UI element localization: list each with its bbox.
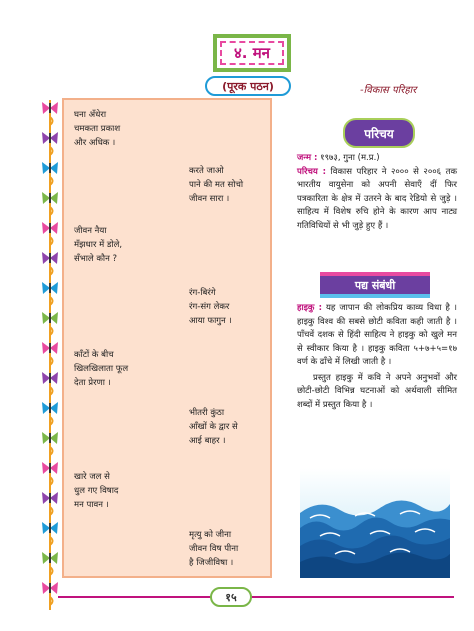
butterfly-icon xyxy=(42,222,58,234)
lesson-subtitle: (पूरक पठन) xyxy=(205,76,291,96)
butterfly-icon xyxy=(42,492,58,504)
poem-stanza xyxy=(74,108,120,150)
butterfly-icon xyxy=(42,162,58,174)
butterfly-icon xyxy=(42,552,58,564)
poem-panel xyxy=(62,98,272,578)
poem-line: मँझधार में डोले, xyxy=(74,240,123,250)
poem-stanza xyxy=(74,348,128,390)
poem-line: रंग-बिरंगे xyxy=(189,288,216,298)
butterfly-icon xyxy=(42,372,58,384)
poem-line: आया फागुन । xyxy=(189,316,232,326)
poem-line: जीवन सारा । xyxy=(189,194,230,204)
poem-stanza xyxy=(189,528,238,570)
parichay-heading: परिचय xyxy=(364,126,394,141)
poem-line: धुल गए विषाद xyxy=(74,486,119,496)
page-number: १५ xyxy=(210,587,252,607)
butterfly-icon xyxy=(42,522,58,534)
poem-stanza xyxy=(74,224,122,266)
butterfly-icon xyxy=(42,102,58,114)
poem-stanza xyxy=(189,164,243,206)
intro-text: विकास परिहार ने २००० से २००६ तक भारतीय वायुसेना को अपनी सेवाएँ दीं फिर पत्रकारिता के क्षेत्र में उतरने के बाद रेडियो से जुड़े । साहित्य में विशेष रुचि होने के कारण आप नाट्य गतिविधियों से भी जुड़े हुए हैं । xyxy=(297,166,457,231)
poem-line: जीवन नैया xyxy=(74,226,107,236)
title-frame xyxy=(213,34,291,72)
poem-line: जीवन विष पीना xyxy=(189,544,239,554)
butterfly-icon xyxy=(42,432,58,444)
butterfly-icon xyxy=(42,252,58,264)
poem-stanza xyxy=(189,286,232,328)
poem-line: सँभाले कौन ? xyxy=(74,254,118,264)
poem-line: करते जाओ xyxy=(189,166,224,176)
intro-label: परिचय : xyxy=(297,166,327,177)
haiku-text: यह जापान की लोकप्रिय काव्य विधा है । हाइकु विश्व की सबसे छोटी कविता कही जाती है । पाँचवें दशक से हिंदी साहित्य ने हाइकु को खुले मन से स्वीकार किया है । हाइकु कविता ५+७+५=१७ वर्ण के ढाँचे में लिखी जाती है । xyxy=(297,303,458,367)
footer-rule xyxy=(58,596,454,598)
butterfly-icon xyxy=(42,462,58,474)
poem-line: और अधिक । xyxy=(74,138,116,148)
butterfly-icon xyxy=(42,132,58,144)
padya-badge xyxy=(320,272,430,298)
padya-heading: पद्य संबंधी xyxy=(354,278,396,292)
birth-label: जन्म : xyxy=(297,153,318,163)
poem-line: पाने की मत सोचो xyxy=(189,180,244,190)
poem-line: घना अँधेरा xyxy=(74,110,107,120)
poem-line: खारे जल से xyxy=(74,472,110,482)
butterfly-icon xyxy=(42,342,58,354)
butterfly-icon xyxy=(42,402,58,414)
butterfly-icon xyxy=(42,582,58,594)
butterfly-icon xyxy=(42,312,58,324)
poem-stanza xyxy=(189,406,238,448)
poem-line: मृत्यु को जीना xyxy=(189,530,232,540)
poem-stanza xyxy=(74,470,118,512)
parichay-badge xyxy=(343,118,415,148)
poem-line: आँखों के द्वार से xyxy=(189,422,238,432)
poem-line: है जिजीविषा । xyxy=(189,558,234,568)
poem-line: आई बाहर । xyxy=(189,436,226,446)
poem-line: चमकता प्रकाश xyxy=(74,124,121,134)
butterfly-icon xyxy=(42,192,58,204)
poem-line: मन पावन । xyxy=(74,500,109,510)
birth-text: १९७३, गुना (म.प्र.) xyxy=(320,153,380,163)
poem-line: देता प्रेरणा । xyxy=(74,378,111,388)
butterfly-icon xyxy=(42,282,58,294)
lesson-title: ४. मन xyxy=(233,44,270,62)
sea-waves-illustration xyxy=(300,468,450,578)
about-paragraph: प्रस्तुत हाइकु में कवि ने अपने अनुभवों और छोटी-छोटी विभिन्न घटनाओं को अर्थवाली सीमित शब्दों में प्रस्तुत किया है । xyxy=(297,372,457,410)
poem-about xyxy=(297,302,457,414)
poem-line: खिलखिलाता फूल xyxy=(74,364,129,374)
poet-name: -विकास परिहार xyxy=(360,85,417,96)
poem-line: भीतरी कुंठा xyxy=(189,408,225,418)
poem-line: काँटों के बीच xyxy=(74,350,114,360)
author-bio xyxy=(297,152,457,233)
butterfly-border-strip xyxy=(40,100,60,610)
haiku-label: हाइकु : xyxy=(297,303,323,313)
poem-line: रंग-संग लेकर xyxy=(189,302,230,312)
